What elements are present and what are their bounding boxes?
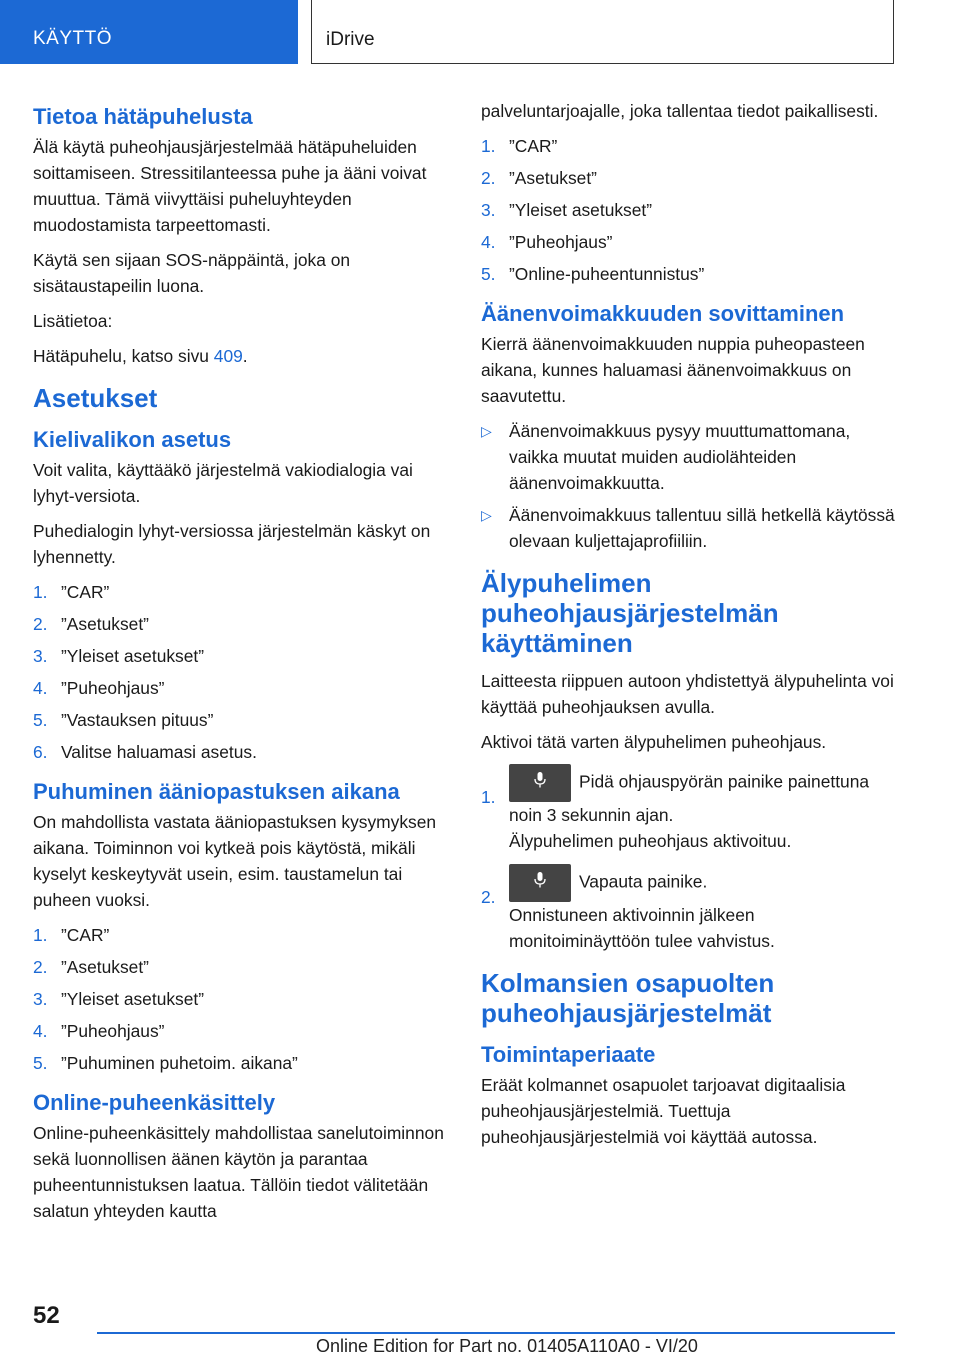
list-item: 6. Valitse haluamasi asetus.: [33, 742, 257, 762]
heading-third-party: Kolmansien osapuolten puheohjausjärjestelmät: [481, 968, 775, 1028]
header-chapter-box: [311, 0, 894, 64]
paragraph: Puhedialogin lyhyt-versiossa järjestelmän käskyt on lyhennetty.: [33, 521, 431, 567]
steps-language: [33, 579, 451, 765]
heading-principle: Toimintaperiaate: [481, 1042, 656, 1067]
paragraph: Online-puheenkäsittely mahdollistaa sanelutoiminnon sekä luonnollisen äänen käytön ja parantaa puheentunnistuksen laatua. Tällöin tiedot välitetään salatun yhteyden kautta: [33, 1123, 444, 1221]
heading-language: Kielivalikon asetus: [33, 427, 232, 452]
cross-reference: Hätäpuhelu, katso sivu 409.: [33, 346, 248, 366]
list-item: 3. ”Yleiset asetukset”: [481, 200, 653, 220]
step-result: Onnistuneen aktivoinnin jälkeen monitoiminäyttöön tulee vahvistus.: [509, 905, 775, 951]
step-result: Älypuhelimen puheohjaus aktivoituu.: [509, 831, 792, 851]
list-item: 3. ”Yleiset asetukset”: [33, 646, 205, 666]
list-item: 5. ”Puhuminen puhetoim. aikana”: [33, 1053, 298, 1073]
list-item: 1. ”CAR”: [33, 582, 110, 602]
steering-wheel-button-image: [509, 764, 571, 802]
paragraph: Käytä sen sijaan SOS-näppäintä, joka on sisätaustapeilin luona.: [33, 250, 351, 296]
list-item: 2. ”Asetukset”: [481, 168, 597, 188]
section-title: KÄYTTÖ: [33, 28, 113, 49]
heading-smartphone: Älypuhelimen puheohjausjärjestelmän käyttäminen: [481, 568, 779, 658]
list-item: 5. ”Online-puheentunnistus”: [481, 264, 705, 284]
bullet-item: ▷ Äänenvoimakkuus tallentuu sillä hetkellä käytössä olevaan kuljettajaprofiiliin.: [481, 502, 896, 554]
list-item: 2. ”Asetukset”: [33, 957, 149, 977]
heading-talking: Puhuminen ääniopastuksen aikana: [33, 779, 400, 804]
heading-emergency: Tietoa hätäpuhelusta: [33, 104, 253, 129]
list-item: 1. ”CAR”: [481, 136, 558, 156]
steering-wheel-button-image: [509, 864, 571, 902]
paragraph: On mahdollista vastata ääniopastuksen kysymyksen aikana. Toiminnon voi kytkeä pois käytöstä, mikäli kyselyt keskeytyvät usein, esim. taustamelun tai puheen vuoksi.: [33, 812, 437, 910]
list-item: 1. ”CAR”: [33, 925, 110, 945]
paragraph: Kierrä äänenvoimakkuuden nuppia puheopasteen aikana, kunnes haluamasi äänenvoimakkuus on saavutettu.: [481, 334, 865, 406]
step-1: 1. Pidä ohjauspyörän painike painettuna noin 3 sekunnin ajan. Älypuhelimen puheohjaus aktivoituu.: [481, 764, 896, 854]
step-text: Vapauta painike.: [579, 871, 708, 892]
microphone-icon: [534, 872, 546, 888]
paragraph: Aktivoi tätä varten älypuhelimen puheohjaus.: [481, 732, 827, 752]
triangle-right-icon: ▷: [481, 507, 492, 523]
header-section-tab: [0, 0, 298, 64]
steps-talking: [33, 922, 451, 1076]
left-column: [33, 100, 451, 1233]
footer-divider: [97, 1332, 895, 1334]
paragraph: Älä käytä puheohjausjärjestelmää hätäpuheluiden soittamiseen. Stressitilanteessa puhe ja ääni voivat muuttua. Tämä viivyttäisi puheluyhteyden muodostamista tarpeettomasti.: [33, 137, 427, 235]
paragraph: Lisätietoa:: [33, 311, 113, 331]
microphone-icon: [534, 772, 546, 788]
right-column: [481, 98, 896, 1159]
paragraph: palveluntarjoajalle, joka tallentaa tiedot paikallisesti.: [481, 101, 879, 121]
list-item: 4. ”Puheohjaus”: [33, 1021, 165, 1041]
list-item: 4. ”Puheohjaus”: [33, 678, 165, 698]
footer-edition: Online Edition for Part no. 01405A110A0 - VI/20: [316, 1336, 698, 1356]
paragraph: Voit valita, käyttääkö järjestelmä vakiodialogia vai lyhyt-versiota.: [33, 460, 413, 506]
step-2: 2. Vapauta painike. Onnistuneen aktivoinnin jälkeen monitoiminäyttöön tulee vahvistus.: [481, 864, 896, 954]
paragraph: Laitteesta riippuen autoon yhdistettyä älypuhelinta voi käyttää puheohjauksen avulla.: [481, 671, 894, 717]
bullet-item: ▷ Äänenvoimakkuus pysyy muuttumattomana, vaikka muutat muiden audiolähteiden äänenvoimakkuutta.: [481, 418, 896, 496]
bullets-volume: [481, 418, 896, 554]
list-item: 5. ”Vastauksen pituus”: [33, 710, 214, 730]
list-item: 4. ”Puheohjaus”: [481, 232, 613, 252]
triangle-right-icon: ▷: [481, 423, 492, 439]
page-link[interactable]: 409: [213, 346, 243, 366]
heading-online: Online-puheenkäsittely: [33, 1090, 276, 1115]
chapter-title: iDrive: [326, 29, 375, 50]
paragraph: Eräät kolmannet osapuolet tarjoavat digitaalisia puheohjausjärjestelmiä. Tuettuja puheohjausjärjestelmiä voi käyttää autossa.: [481, 1075, 846, 1147]
list-item: 3. ”Yleiset asetukset”: [33, 989, 205, 1009]
steps-online: [481, 133, 896, 287]
heading-volume: Äänenvoimakkuuden sovittaminen: [481, 301, 845, 326]
step-text: Pidä ohjauspyörän painike painettuna noin 3 sekunnin ajan.: [509, 771, 870, 825]
list-item: 2. ”Asetukset”: [33, 614, 149, 634]
heading-settings: Asetukset: [33, 383, 158, 413]
page-number: 52: [33, 1302, 60, 1329]
